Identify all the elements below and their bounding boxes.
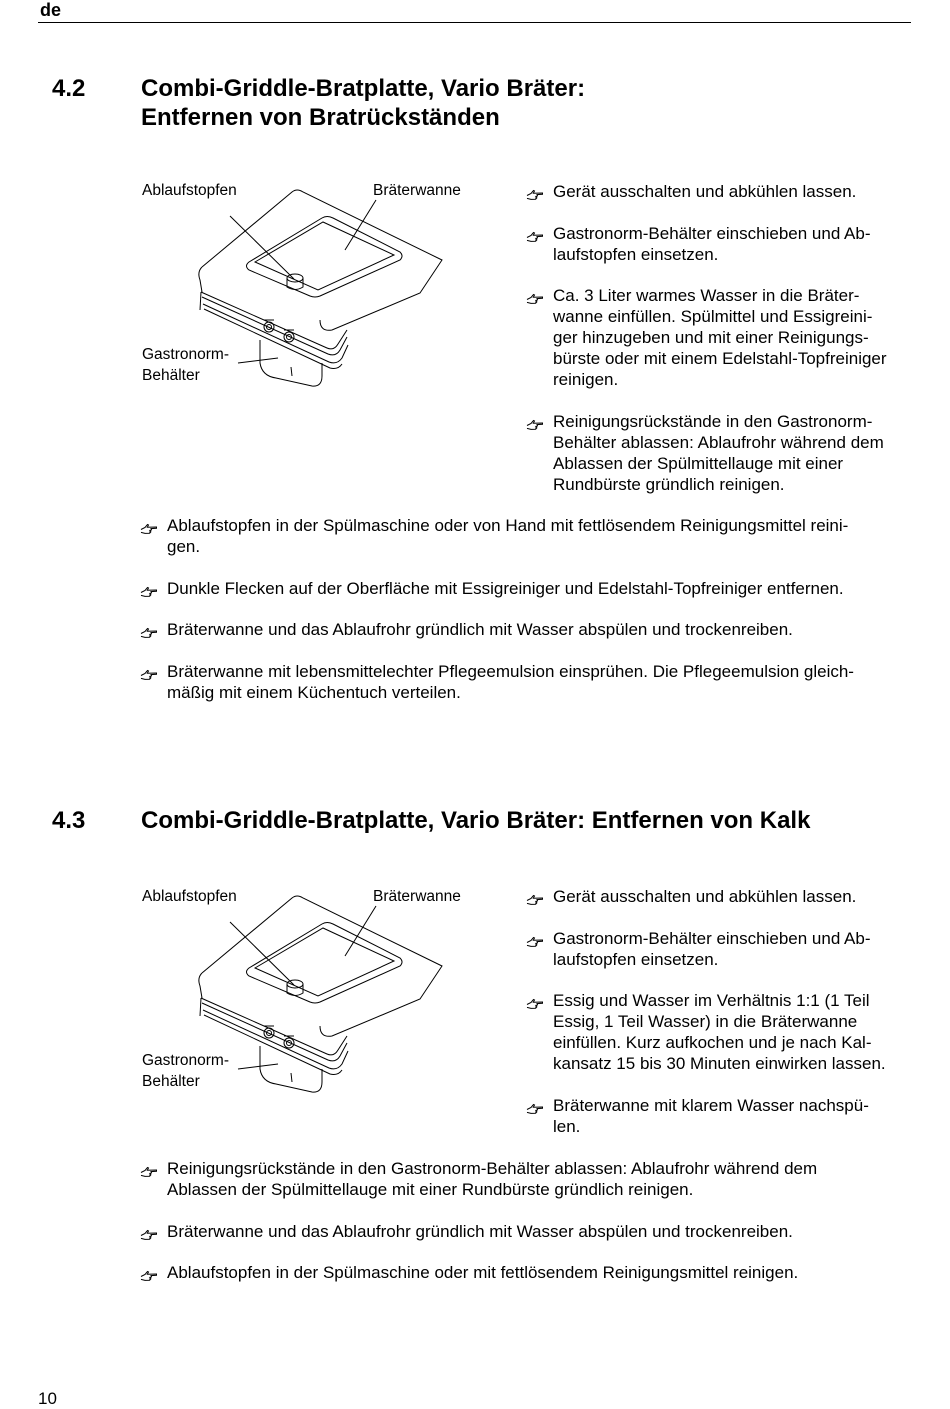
pointing-hand-icon (140, 1225, 158, 1239)
step-list-full (140, 1158, 920, 1304)
section-number: 4.3 (52, 807, 86, 834)
step-text: Ablaufstopfen in der Spülmaschine oder von Hand mit fettlösendem Reinigungsmittel reini- gen. (167, 516, 849, 556)
label-pan: Bräterwanne (373, 182, 461, 199)
instruction-step (140, 661, 920, 703)
step-text: Reinigungsrückstände in den Gastronorm-Behälter ablassen: Ablaufrohr während dem Ablassen der Spülmittellauge mit einer Rundbürste gründlich reinigen. (167, 1159, 818, 1199)
instruction-step (140, 619, 920, 640)
instruction-step (140, 1221, 920, 1242)
label-gastronorm-container: Gastronorm- Behälter (142, 346, 229, 384)
language-code: de (40, 0, 62, 20)
figure-griddle-drain (142, 180, 472, 395)
section-heading (52, 74, 932, 134)
instruction-step (526, 181, 921, 202)
section-number: 4.2 (52, 75, 86, 102)
step-text: Dunkle Flecken auf der Oberfläche mit Essigreiniger und Edelstahl-Topfreiniger entfernen. (167, 578, 844, 598)
step-text: Gerät ausschalten und abkühlen lassen. (553, 182, 857, 201)
step-text: Bräterwanne und das Ablaufrohr gründlich mit Wasser abspülen und trockenreiben. (167, 620, 793, 639)
step-text: Gastronorm-Behälter einschieben und Ab- laufstopfen einsetzen. (553, 223, 871, 264)
label-drain-plug: Ablaufstopfen (142, 182, 237, 199)
instruction-step (526, 223, 921, 265)
pointing-hand-icon (526, 415, 544, 429)
section-title: Combi-Griddle-Bratplatte, Vario Bräter: Entfernen von Kalk (141, 807, 811, 834)
pointing-hand-icon (526, 1099, 544, 1113)
label-gastronorm-container: Gastronorm- Behälter (142, 1052, 229, 1090)
instruction-step (140, 1158, 920, 1200)
step-text: Gerät ausschalten und abkühlen lassen. (553, 887, 857, 906)
pointing-hand-icon (526, 994, 544, 1008)
instruction-step (526, 990, 921, 1074)
page-number: 10 (38, 1389, 57, 1408)
instruction-step (140, 1262, 920, 1283)
pointing-hand-icon (526, 890, 544, 904)
pointing-hand-icon (140, 519, 158, 533)
pointing-hand-icon (140, 1162, 158, 1176)
instruction-step (526, 886, 921, 907)
instruction-step (526, 1095, 921, 1137)
pointing-hand-icon (140, 623, 158, 637)
section-title: Combi-Griddle-Bratplatte, Vario Bräter: Entfernen von Bratrückständen (141, 75, 586, 131)
pointing-hand-icon (526, 185, 544, 199)
step-text: Bräterwanne mit lebensmittelechter Pflegeemulsion einsprühen. Die Pflegeemulsion gleich- mäßig mit einem Küchentuch verteilen. (167, 661, 854, 702)
instruction-step (140, 515, 920, 557)
step-text: Reinigungsrückstände in den Gastronorm- Behälter ablassen: Ablaufrohr während dem Ablassen der Spülmittellauge mit einer Rundbürste gründlich reinigen. (553, 411, 884, 494)
pointing-hand-icon (140, 1266, 158, 1280)
instruction-step (526, 928, 921, 970)
step-list-full (140, 515, 920, 723)
pointing-hand-icon (140, 665, 158, 679)
pointing-hand-icon (140, 582, 158, 596)
label-pan: Bräterwanne (373, 888, 461, 905)
header-rule (38, 22, 911, 23)
step-text: Gastronorm-Behälter einschieben und Ab- laufstopfen einsetzen. (553, 928, 871, 969)
step-text: Ablaufstopfen in der Spülmaschine oder mit fettlösendem Reinigungsmittel reinigen. (167, 1263, 799, 1282)
section-heading (52, 806, 932, 836)
instruction-step (526, 411, 921, 495)
step-text: Ca. 3 Liter warmes Wasser in die Bräter- wanne einfüllen. Spülmittel und Essigreini- ger hinzugeben und mit einer Reinigungs- bürste oder mit einem Edelstahl-Topfreiniger reinigen. (553, 286, 887, 389)
figure-griddle-drain (142, 886, 472, 1101)
step-text: Bräterwanne mit klarem Wasser nachspü- len. (553, 1095, 869, 1136)
instruction-step (526, 285, 921, 390)
label-drain-plug: Ablaufstopfen (142, 888, 237, 905)
step-list-right (526, 886, 921, 1157)
instruction-step (140, 578, 920, 599)
pointing-hand-icon (526, 227, 544, 241)
step-text: Essig und Wasser im Verhältnis 1:1 (1 Teil Essig, 1 Teil Wasser) in die Bräterwanne einfüllen. Kurz aufkochen und je nach Kal- kansatz 15 bis 30 Minuten einwirken lassen. (553, 991, 886, 1073)
pointing-hand-icon (526, 932, 544, 946)
step-list-right (526, 181, 921, 515)
pointing-hand-icon (526, 289, 544, 303)
step-text: Bräterwanne und das Ablaufrohr gründlich mit Wasser abspülen und trockenreiben. (167, 1221, 793, 1241)
